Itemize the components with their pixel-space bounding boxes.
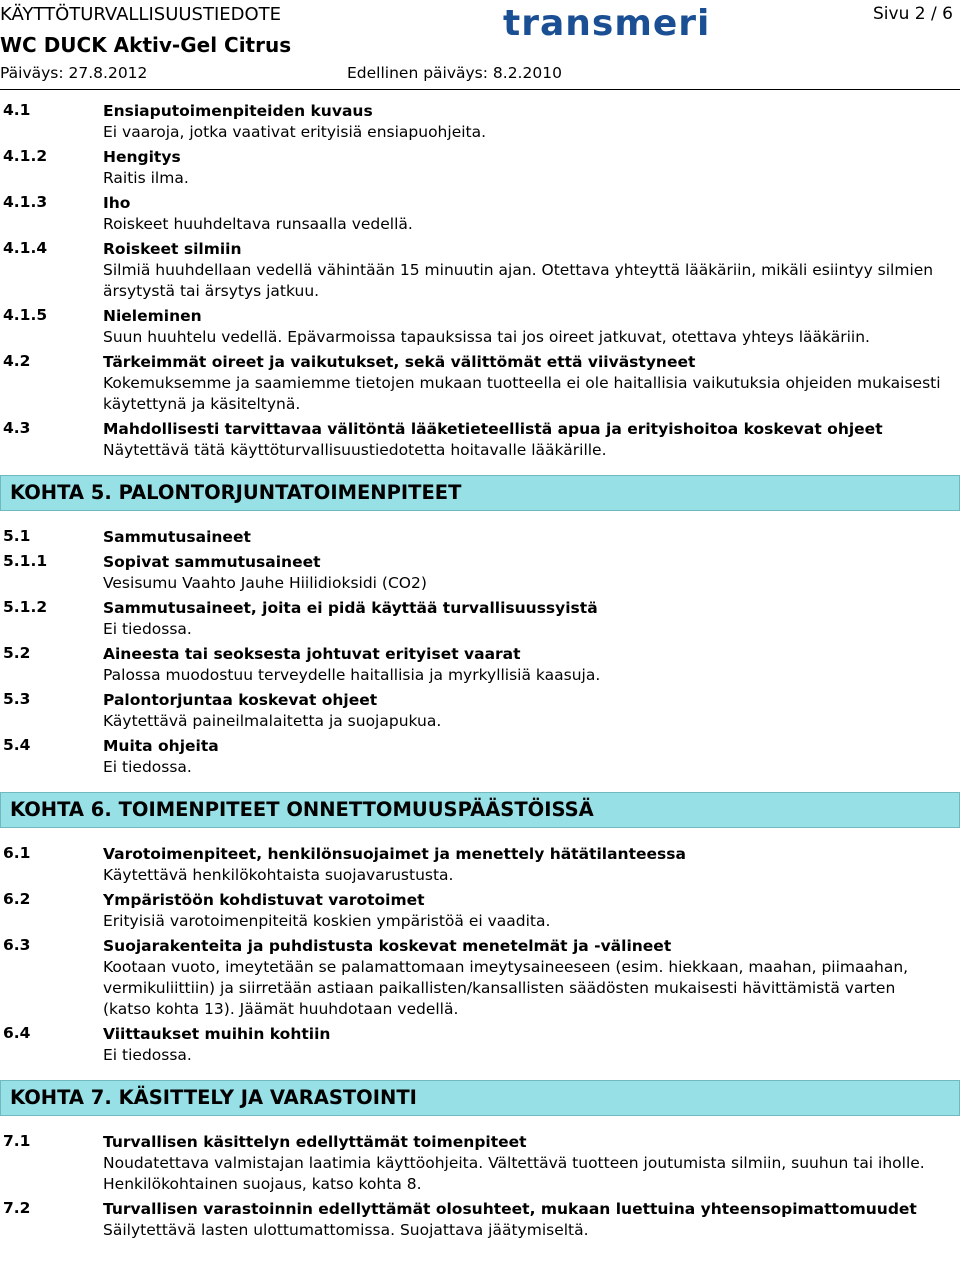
subsection <box>0 936 960 1020</box>
subsection <box>0 552 960 594</box>
section-7-items <box>0 1132 960 1241</box>
transmeri-logo <box>503 4 733 42</box>
subsection <box>0 644 960 686</box>
subsection-number: 4.1.5 <box>3 306 48 324</box>
subsection <box>0 736 960 778</box>
subsection <box>0 890 960 932</box>
subsection-heading: Ympäristöön kohdistuvat varotoimet <box>103 891 425 909</box>
subsection-heading: Tärkeimmät oireet ja vaikutukset, sekä välittömät että viivästyneet <box>103 353 696 371</box>
subsection-number: 5.1 <box>3 527 31 545</box>
section-5-items <box>0 527 960 778</box>
subsection-text: Vesisumu Vaahto Jauhe Hiilidioksidi (CO2) <box>103 574 427 592</box>
subsection-heading: Sammutusaineet, joita ei pidä käyttää turvallisuussyistä <box>103 599 598 617</box>
subsection-number: 4.1.3 <box>3 193 48 211</box>
subsection-text: Kokemuksemme ja saamiemme tietojen mukaan tuotteella ei ole haitallisia vaikutuksia ohjeiden mukaisesti käytettynä ja käsiteltynä. <box>103 374 941 413</box>
subsection-number: 7.2 <box>3 1199 31 1217</box>
subsection-number: 4.3 <box>3 419 31 437</box>
subsection-heading: Aineesta tai seoksesta johtuvat erityiset vaarat <box>103 645 521 663</box>
subsection-text: Käytettävä henkilökohtaista suojavarustusta. <box>103 866 454 884</box>
subsection-number: 5.1.2 <box>3 598 48 616</box>
revision-date: Päiväys: 27.8.2012 <box>0 64 148 82</box>
subsection-heading: Turvallisen käsittelyn edellyttämät toimenpiteet <box>103 1133 527 1151</box>
subsection-number: 4.1.4 <box>3 239 48 257</box>
subsection-text: Raitis ilma. <box>103 169 189 187</box>
section-4-items <box>0 101 960 461</box>
subsection-text: Suun huuhtelu vedellä. Epävarmoissa tapauksissa tai jos oireet jatkuvat, otettava yhteys lääkäriin. <box>103 328 870 346</box>
subsection <box>0 419 960 461</box>
subsection-heading: Ensiaputoimenpiteiden kuvaus <box>103 102 373 120</box>
subsection-text: Käytettävä paineilmalaitetta ja suojapukua. <box>103 712 442 730</box>
subsection-heading: Turvallisen varastoinnin edellyttämät olosuhteet, mukaan luettuina yhteensopimattomuudet <box>103 1200 917 1218</box>
subsection <box>0 306 960 348</box>
subsection-text: Roiskeet huuhdeltava runsaalla vedellä. <box>103 215 413 233</box>
header-divider <box>0 89 960 90</box>
subsection-heading: Viittaukset muihin kohtiin <box>103 1025 331 1043</box>
subsection-text: Noudatettava valmistajan laatimia käyttöohjeita. Vältettävä tuotteen joutumista silmiin, suuhun tai iholle. Henkilökohtainen suojaus, katso kohta 8. <box>103 1154 925 1193</box>
subsection-number: 4.1.2 <box>3 147 48 165</box>
subsection-text: Ei tiedossa. <box>103 1046 192 1064</box>
subsection <box>0 352 960 415</box>
section-6-items <box>0 844 960 1066</box>
subsection-heading: Roiskeet silmiin <box>103 240 242 258</box>
subsection-heading: Varotoimenpiteet, henkilönsuojaimet ja menettely hätätilanteessa <box>103 845 686 863</box>
subsection-heading: Iho <box>103 194 131 212</box>
subsection-text: Ei vaaroja, jotka vaativat erityisiä ensiapuohjeita. <box>103 123 487 141</box>
subsection-text: Näytettävä tätä käyttöturvallisuustiedotetta hoitavalle lääkärille. <box>103 441 607 459</box>
subsection-number: 6.3 <box>3 936 31 954</box>
subsection-text: Kootaan vuoto, imeytetään se palamattomaan imeytysaineeseen (esim. hiekkaan, maahan, piimaahan, vermikuliittiin) ja siirretään astiaan paikallisten/kansallisten säädösten mukaisesti hävittämistä varten (katso kohta 13). Jäämät huuhdotaan vedellä. <box>103 958 909 1018</box>
subsection-number: 6.4 <box>3 1024 31 1042</box>
document-body <box>0 97 960 1241</box>
subsection-text: Erityisiä varotoimenpiteitä koskien ympäristöä ei vaadita. <box>103 912 551 930</box>
previous-revision-date: Edellinen päiväys: 8.2.2010 <box>347 64 562 82</box>
subsection-number: 5.3 <box>3 690 31 708</box>
subsection <box>0 598 960 640</box>
subsection-number: 6.1 <box>3 844 31 862</box>
subsection <box>0 527 960 548</box>
subsection-heading: Muita ohjeita <box>103 737 219 755</box>
subsection-text: Palossa muodostuu terveydelle haitallisia ja myrkyllisiä kaasuja. <box>103 666 601 684</box>
subsection-text: Säilytettävä lasten ulottumattomissa. Suojattava jäätymiseltä. <box>103 1221 589 1239</box>
subsection-number: 5.2 <box>3 644 31 662</box>
subsection-text: Ei tiedossa. <box>103 620 192 638</box>
subsection-heading: Mahdollisesti tarvittavaa välitöntä lääketieteellistä apua ja erityishoitoa koskevat ohjeet <box>103 420 883 438</box>
subsection <box>0 1132 960 1195</box>
section-6-title: KOHTA 6. TOIMENPITEET ONNETTOMUUSPÄÄSTÖISSÄ <box>0 792 960 828</box>
subsection-heading: Sopivat sammutusaineet <box>103 553 321 571</box>
logo-text: transmeri <box>503 4 711 42</box>
document-title: KÄYTTÖTURVALLISUUSTIEDOTE <box>0 4 282 25</box>
subsection-heading: Palontorjuntaa koskevat ohjeet <box>103 691 378 709</box>
subsection-number: 7.1 <box>3 1132 31 1150</box>
product-name: WC DUCK Aktiv-Gel Citrus <box>0 33 292 57</box>
subsection <box>0 101 960 143</box>
subsection <box>0 1024 960 1066</box>
page-indicator: Sivu 2 / 6 <box>873 4 953 24</box>
subsection-number: 4.1 <box>3 101 31 119</box>
subsection-text: Ei tiedossa. <box>103 758 192 776</box>
subsection-heading: Sammutusaineet <box>103 528 251 546</box>
subsection <box>0 1199 960 1241</box>
subsection-heading: Hengitys <box>103 148 181 166</box>
subsection-text: Silmiä huuhdellaan vedellä vähintään 15 minuutin ajan. Otettava yhteyttä lääkäriin, mikäli esiintyy silmien ärsytystä tai ärsytys jatkuu. <box>103 261 934 300</box>
section-5-title: KOHTA 5. PALONTORJUNTATOIMENPITEET <box>0 475 960 511</box>
subsection-number: 4.2 <box>3 352 31 370</box>
subsection <box>0 193 960 235</box>
subsection-number: 5.4 <box>3 736 31 754</box>
subsection <box>0 147 960 189</box>
subsection-number: 5.1.1 <box>3 552 48 570</box>
subsection <box>0 690 960 732</box>
subsection-number: 6.2 <box>3 890 31 908</box>
subsection <box>0 844 960 886</box>
section-7-title: KOHTA 7. KÄSITTELY JA VARASTOINTI <box>0 1080 960 1116</box>
subsection-heading: Nieleminen <box>103 307 202 325</box>
subsection <box>0 239 960 302</box>
subsection-heading: Suojarakenteita ja puhdistusta koskevat menetelmät ja -välineet <box>103 937 672 955</box>
